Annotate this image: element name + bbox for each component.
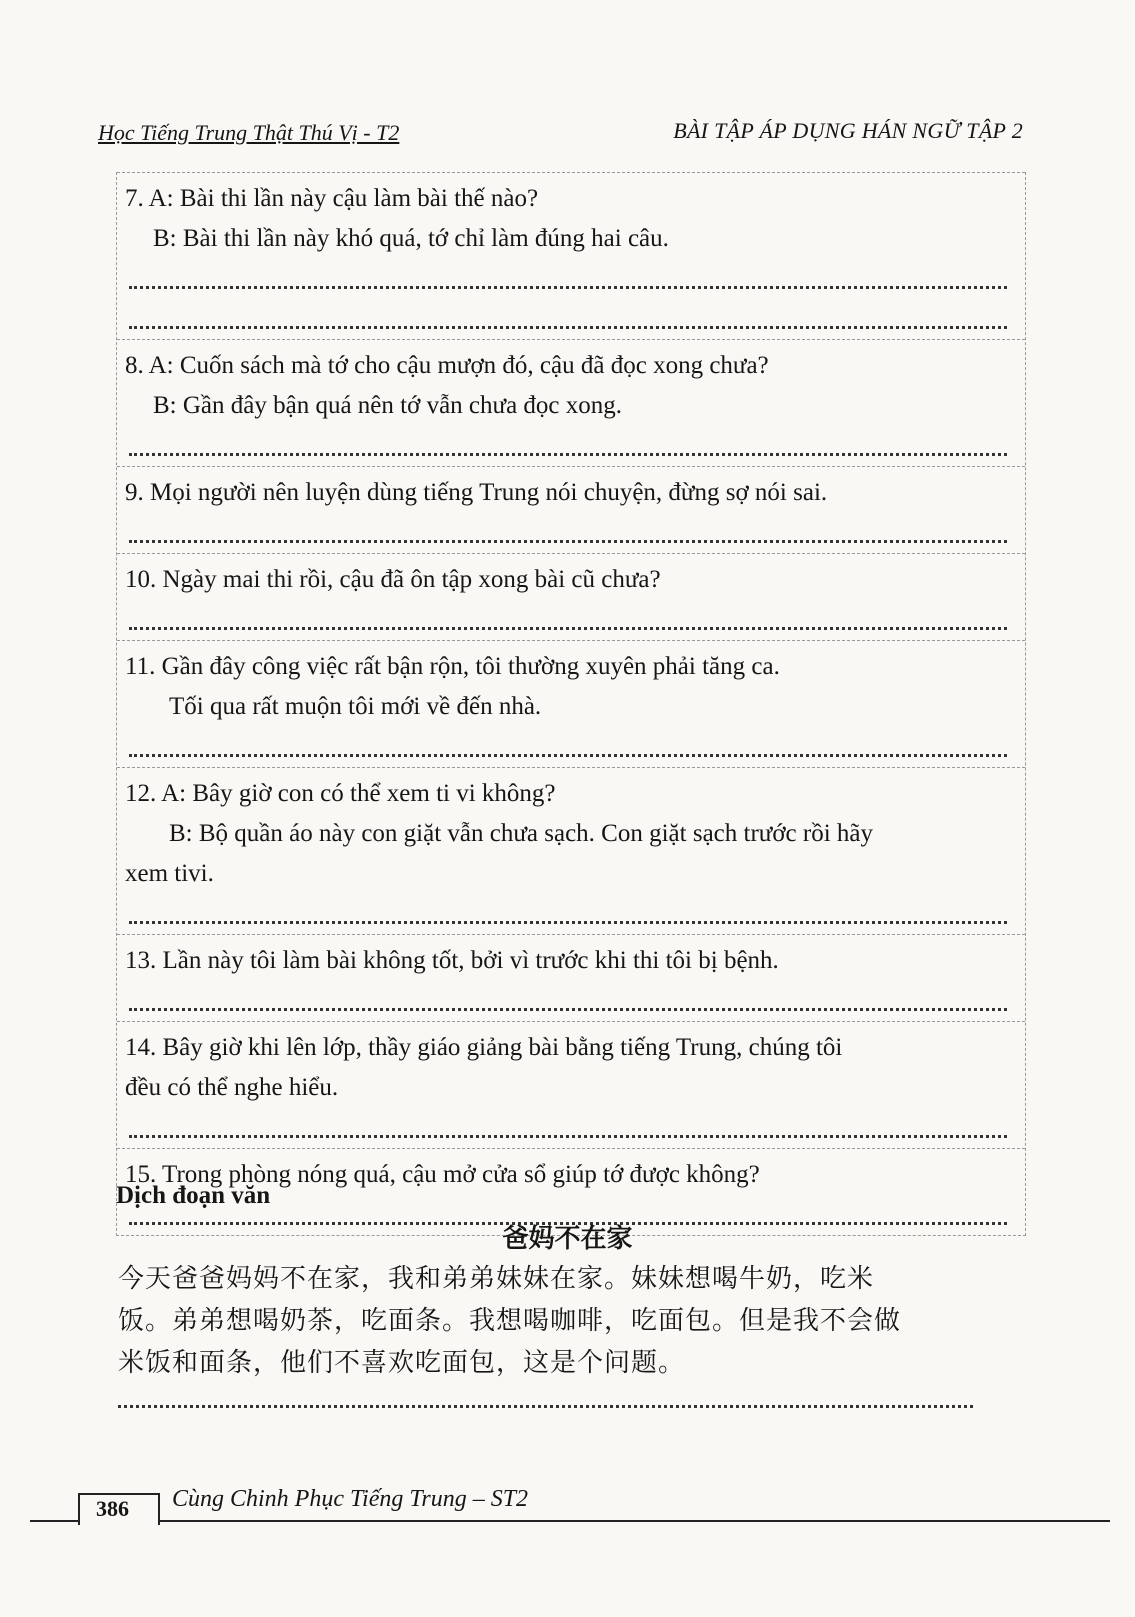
exercise-14 xyxy=(117,1021,1025,1148)
exercise-line: 11. Gần đây công việc rất bận rộn, tôi thường xuyên phải tăng ca. xyxy=(125,653,780,680)
exercise-line: 9. Mọi người nên luyện dùng tiếng Trung nói chuyện, đừng sợ nói sai. xyxy=(125,479,828,506)
exercise-10 xyxy=(117,553,1025,640)
answer-line[interactable] xyxy=(125,894,1011,934)
section-title: Dịch đoạn văn xyxy=(116,1182,271,1209)
answer-line[interactable] xyxy=(125,727,1011,767)
answer-line[interactable] xyxy=(125,1108,1011,1148)
footer-rule xyxy=(30,1520,1110,1522)
answer-line[interactable] xyxy=(125,259,1011,299)
exercise-line: 10. Ngày mai thi rồi, cậu đã ôn tập xong bài cũ chưa? xyxy=(125,566,661,593)
exercise-7 xyxy=(117,172,1025,339)
running-header-right: BÀI TẬP ÁP DỤNG HÁN NGỮ TẬP 2 xyxy=(673,118,1023,143)
exercise-line: 15. Trong phòng nóng quá, cậu mở cửa sổ giúp tớ được không? xyxy=(125,1161,760,1188)
running-header-left: Học Tiếng Trung Thật Thú Vị - T2 xyxy=(98,120,400,145)
exercise-11 xyxy=(117,640,1025,767)
exercise-line: 12. A: Bây giờ con có thể xem ti vi không? xyxy=(125,780,556,807)
exercise-line: đều có thể nghe hiểu. xyxy=(125,1074,339,1101)
answer-line[interactable] xyxy=(125,513,1011,553)
exercise-table xyxy=(116,172,1026,1236)
exercise-line: B: Bài thi lần này khó quá, tớ chỉ làm đúng hai câu. xyxy=(153,225,669,252)
story-line: 饭。弟弟想喝奶茶，吃面条。我想喝咖啡，吃面包。但是我不会做 xyxy=(118,1306,902,1336)
answer-line[interactable] xyxy=(125,426,1011,466)
exercise-8 xyxy=(117,339,1025,466)
page-number: 386 xyxy=(96,1496,129,1521)
answer-line[interactable] xyxy=(125,600,1011,640)
story-line: 今天爸爸妈妈不在家，我和弟弟妹妹在家。妹妹想喝牛奶，吃米 xyxy=(118,1264,875,1294)
exercise-line: B: Gần đây bận quá nên tớ vẫn chưa đọc xong. xyxy=(153,392,623,419)
translation-answer-line[interactable] xyxy=(118,1385,973,1408)
answer-line[interactable] xyxy=(125,981,1011,1021)
exercise-line: Tối qua rất muộn tôi mới về đến nhà. xyxy=(169,693,542,720)
story-paragraph xyxy=(118,1258,973,1384)
exercise-9 xyxy=(117,466,1025,553)
exercise-line: 13. Lần này tôi làm bài không tốt, bởi vì trước khi thi tôi bị bệnh. xyxy=(125,947,779,974)
story-line: 米饭和面条，他们不喜欢吃面包，这是个问题。 xyxy=(118,1348,686,1378)
exercise-line: 7. A: Bài thi lần này cậu làm bài thế nào? xyxy=(125,185,539,212)
footer-title: Cùng Chinh Phục Tiếng Trung – ST2 xyxy=(172,1486,529,1512)
exercise-12 xyxy=(117,767,1025,934)
exercise-line: xem tivi. xyxy=(125,860,214,887)
exercise-line: 14. Bây giờ khi lên lớp, thầy giáo giảng bài bằng tiếng Trung, chúng tôi xyxy=(125,1034,843,1061)
story-title: 爸妈不在家 xyxy=(502,1224,633,1254)
exercise-line: B: Bộ quần áo này con giặt vẫn chưa sạch. Con giặt sạch trước rồi hãy xyxy=(169,820,874,847)
exercise-line: 8. A: Cuốn sách mà tớ cho cậu mượn đó, cậu đã đọc xong chưa? xyxy=(125,352,769,379)
exercise-13 xyxy=(117,934,1025,1021)
answer-line[interactable] xyxy=(125,299,1011,339)
